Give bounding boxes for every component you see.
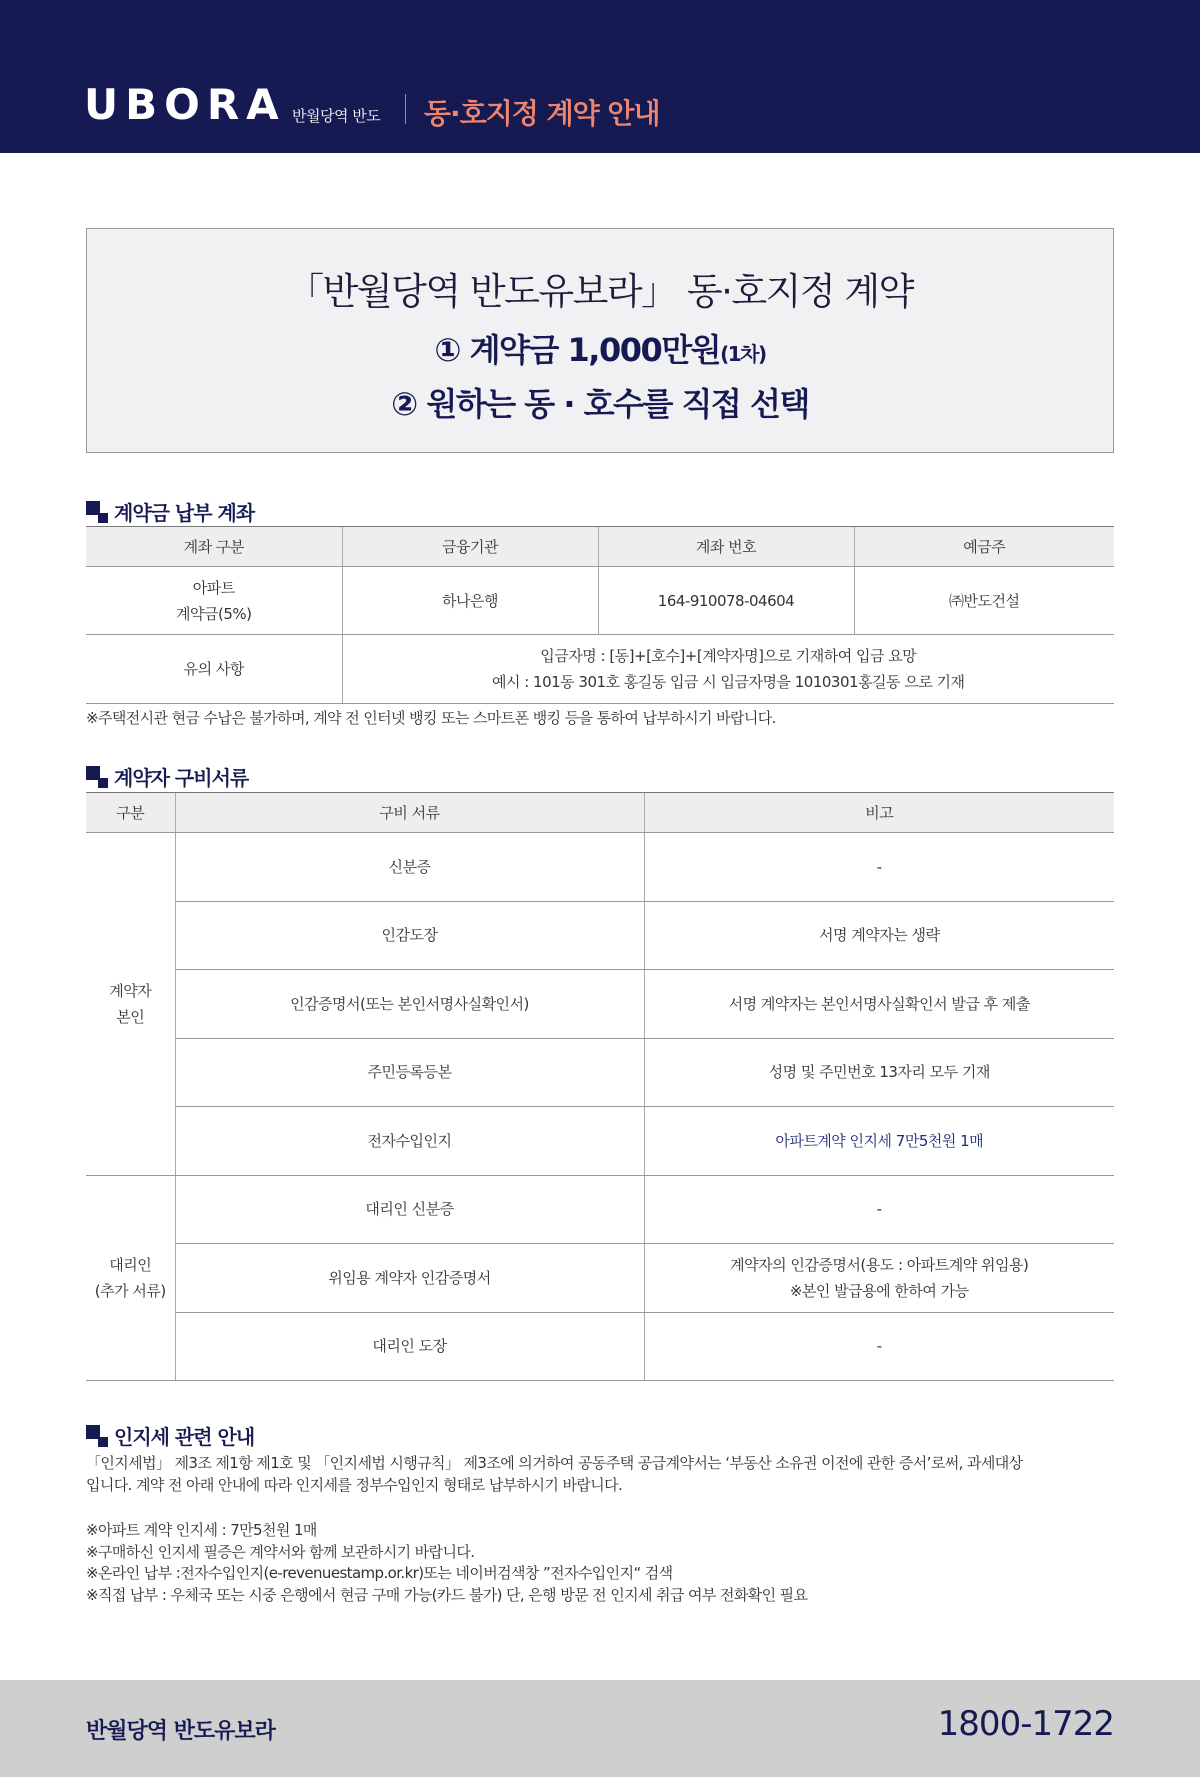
brand-sub: 반월당역 반도 [292,107,381,125]
remark-cell: 서명 계약자는 본인서명사실확인서 발급 후 제출 [644,970,1114,1039]
remark-line2: ※본인 발급용에 한하여 가능 [789,1281,969,1300]
remark-cell [644,1244,1114,1313]
remark-line1: 계약자의 인감증명서(용도 : 아파트계약 위임용) [730,1255,1029,1274]
table-row [86,635,1114,704]
header-cell: 예금주 [854,527,1114,567]
stamp-note-item: ※온라인 납부 :전자수입인지(e-revenuestamp.or.kr)또는 네이버검색창 ”전자수입인지“ 검색 [86,1564,673,1582]
footer-brand-name: 반월당역 반도유보라 [86,1719,275,1744]
remark-cell: 아파트계약 인지세 7만5천원 1매 [644,1107,1114,1176]
page-title: 동·호지정 계약 안내 [424,97,660,130]
hero-point-1-small: (1차) [720,342,766,366]
table-row [86,1312,1114,1381]
table-row [86,567,1114,635]
table-row [86,833,1114,902]
remark-cell: 서명 계약자는 생략 [644,901,1114,970]
table-row [86,970,1114,1039]
section-title-text: 인지세 관련 안내 [114,1425,255,1449]
document-cell: 신분증 [175,833,644,902]
notice-label-cell: 유의 사항 [86,635,342,704]
table-header-row [86,793,1114,833]
header [0,0,1200,153]
hero-point-1 [87,325,1113,371]
section-title-text: 계약금 납부 계좌 [114,501,255,525]
stamp-note-item: ※구매하신 인지세 필증은 계약서와 함께 보관하시기 바랍니다. [86,1542,475,1561]
group-label-self [86,833,175,1176]
header-cell: 구비 서류 [175,793,644,833]
stamp-note-item: ※아파트 계약 인지세 : 7만5천원 1매 [86,1521,317,1539]
document-cell: 전자수입인지 [175,1107,644,1176]
table-row [86,1175,1114,1244]
table-row [86,1038,1114,1107]
stamp-paragraph-line1: 「인지세법」 제3조 제1항 제1호 및 「인지세법 시행규칙」 제3조에 의거하여 공동주택 공급계약서는 ‘부동산 소유권 이전에 관한 증서’로써, 과세대상 [86,1454,1023,1472]
document-cell: 인감증명서(또는 본인서명사실확인서) [175,970,644,1039]
account-type-line1: 아파트 [192,578,235,597]
group-label-agent [86,1175,175,1381]
group-label-line2: (추가 서류) [94,1281,166,1300]
group-label-line1: 대리인 [109,1255,152,1274]
stamp-paragraph-line2: 입니다. 계약 전 아래 안내에 따라 인지세를 정부수입인지 형태로 납부하시기 바랍니다. [86,1476,623,1494]
square-bullet-icon [86,1425,108,1447]
footer [0,1680,1200,1777]
notice-line1: 입금자명 : [동]+[호수]+[계약자명]으로 기재하여 입금 요망 [540,647,917,665]
account-number-cell: 164-910078-04604 [598,567,854,635]
documents-table [86,792,1114,1381]
section-title-stamp [86,1421,254,1450]
hero-point-2: ② 원하는 동 · 호수를 직접 선택 [391,385,809,423]
document-cell: 대리인 신분증 [175,1175,644,1244]
header-cell: 금융기관 [342,527,598,567]
header-cell: 계좌 구분 [86,527,342,567]
header-divider [405,94,406,124]
group-label-line1: 계약자 [109,981,152,1000]
remark-cell: - [644,1175,1114,1244]
stamp-note-item: ※직접 납부 : 우체국 또는 시중 은행에서 현금 구매 가능(카드 불가) 단, 은행 방문 전 인지세 취급 여부 전화확인 필요 [86,1585,808,1604]
section-title-account [86,497,254,526]
footer-phone: 1800-1722 [937,1704,1114,1744]
table-row [86,901,1114,970]
account-type-cell [86,567,342,635]
account-footnote: ※주택전시관 현금 수납은 불가하며, 계약 전 인터넷 뱅킹 또는 스마트폰 뱅킹 등을 통하여 납부하시기 바랍니다. [86,709,776,727]
group-label-line2: 본인 [116,1007,145,1026]
remark-cell: - [644,833,1114,902]
section-title-text: 계약자 구비서류 [114,766,249,790]
document-cell: 대리인 도장 [175,1312,644,1381]
account-holder-cell: ㈜반도건설 [854,567,1114,635]
table-row [86,1244,1114,1313]
brand-logo: UBORA [84,80,286,129]
table-header-row [86,527,1114,567]
document-cell: 위임용 계약자 인감증명서 [175,1244,644,1313]
account-table [86,526,1114,704]
stamp-paragraph [86,1452,1114,1496]
bank-cell: 하나은행 [342,567,598,635]
header-cell: 계좌 번호 [598,527,854,567]
header-cell: 구분 [86,793,175,833]
stamp-notes [86,1520,1114,1606]
document-cell: 인감도장 [175,901,644,970]
hero-box [86,228,1114,453]
notice-line2: 예시 : 101동 301호 홍길동 입금 시 입금자명을 1010301홍길동 으로 기재 [491,673,965,691]
square-bullet-icon [86,766,108,788]
hero-point-1-main: ① 계약금 1,000만원 [434,331,721,369]
section-title-docs [86,762,248,791]
remark-cell: 성명 및 주민번호 13자리 모두 기재 [644,1038,1114,1107]
hero-title: 「반월당역 반도유보라」 동·호지정 계약 [287,270,913,313]
header-cell: 비고 [644,793,1114,833]
remark-cell: - [644,1312,1114,1381]
square-bullet-icon [86,501,108,523]
account-type-line2: 계약금(5%) [176,604,252,623]
notice-content-cell [342,635,1114,704]
document-cell: 주민등록등본 [175,1038,644,1107]
table-row [86,1107,1114,1176]
